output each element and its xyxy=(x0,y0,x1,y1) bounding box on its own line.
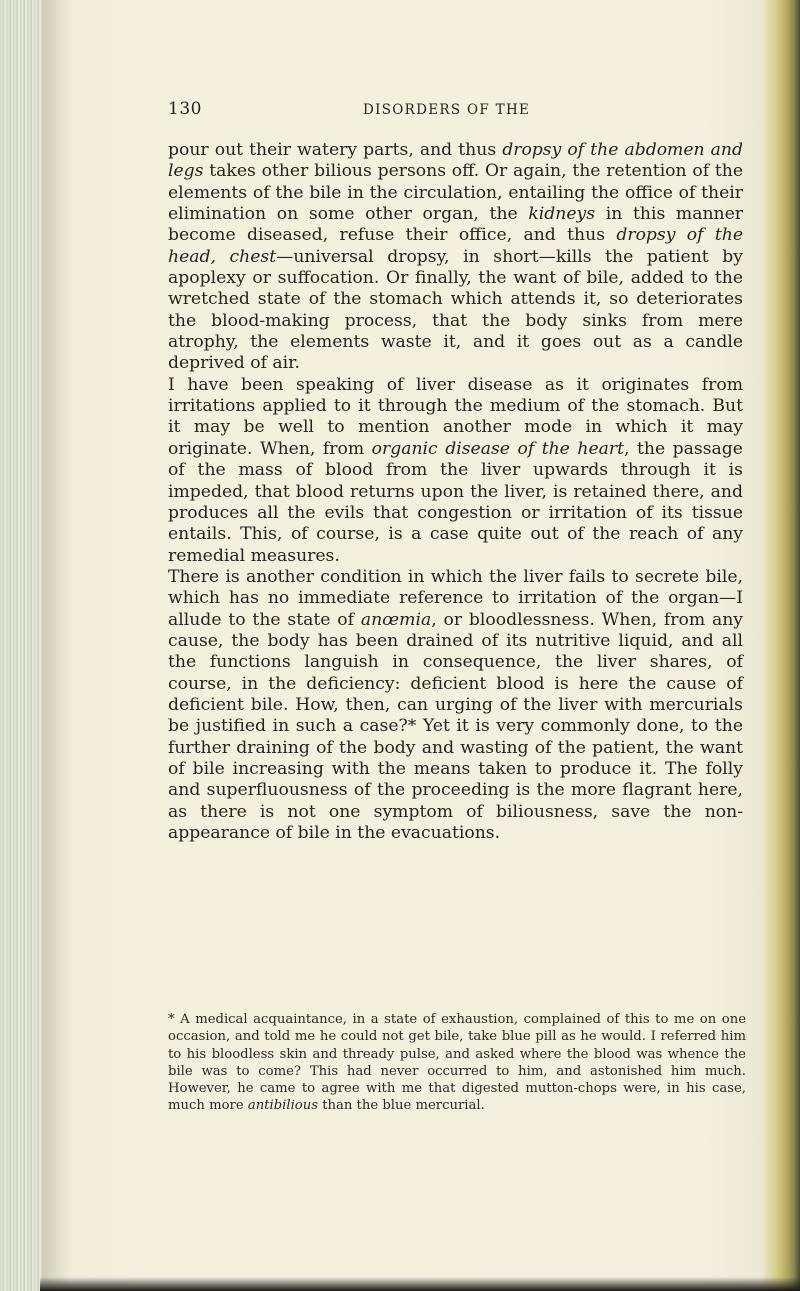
text-run: , the passage of the mass of blood from the liver upwards through it is impeded, that blood returns upon the liver, is retained there, and produces all the evils that congestion or irritation of its tissue entails. This, of course, is a case quite out of the reach of any remedial measures. xyxy=(168,438,743,566)
gutter-shadow xyxy=(42,0,72,1291)
text-run: * A medical acquaintance, in a state of exhaustion, complained of this to me on one occasion, and told me he could not get bile, take blue pill as he would. I referred him to his bloodless skin and thready pulse, and asked where the blood was whence the bile was to come? This had never occurred to him, and astonished him much. However, he came to agree with me that digested mutton-chops were, in his case, much more xyxy=(168,1012,746,1114)
text-run: I have been speaking of liver disease as it originates from irritations applied to it through the medium of the stomach. But it may be well to mention another mode in which it may originate. When, from xyxy=(168,374,743,459)
italic-text: dropsy of the abdomen and legs xyxy=(168,140,743,182)
text-run: than the blue mercurial. xyxy=(318,1098,485,1114)
paragraph xyxy=(168,375,743,567)
page-number: 130 xyxy=(168,99,202,119)
text-run: —universal dropsy, in short—kills the patient by apoplexy or suffocation. Or finally, the want of bile, added to the wretched state of the stomach which attends it, so deteriorates the blood-making process, that the body sinks from mere atrophy, the elements waste it, and it goes out as a candle deprived of air. xyxy=(168,246,744,374)
text-run: pour out their watery parts, and thus xyxy=(168,140,503,160)
footnote xyxy=(168,1011,746,1115)
italic-text: dropsy of the head, chest xyxy=(168,225,743,267)
text-run: , or bloodlessness. When, from any cause, the body has been drained of its nutritive liquid, and all the functions languish in consequence, the liver shares, of course, in the deficiency: deficient blood is here the cause of deficient bile. How, then, can urging of the liver with mercurials be justified in such a case?* Yet it is very commonly done, to the further draining of the body and wasting of the patient, the want of bile increasing with the means taken to produce it. The folly and superfluousness of the proceeding is the more flagrant here, as there is not one symptom of biliousness, save the non-appearance of bile in the evacuations. xyxy=(168,609,743,843)
page-header xyxy=(168,99,748,125)
italic-text: organic disease of the heart xyxy=(371,438,624,459)
page-bottom-edge xyxy=(40,1277,800,1291)
paragraph xyxy=(168,567,743,844)
italic-text: anœmia xyxy=(360,609,432,630)
footnote-text xyxy=(168,1011,746,1115)
body-text xyxy=(168,140,743,844)
italic-text: kidneys xyxy=(528,204,596,225)
italic-text: antibilious xyxy=(247,1098,318,1114)
text-run: in this manner become diseased, refuse their office, and thus xyxy=(168,204,743,246)
running-head: DISORDERS OF THE xyxy=(363,102,531,118)
paragraph xyxy=(168,140,743,375)
text-run: takes other bilious persons off. Or again, the retention of the elements of the bile in the circulation, entailing the office of their elimination on some other organ, the xyxy=(168,161,743,225)
page-gutter xyxy=(0,0,42,1291)
page-right-edge xyxy=(762,0,800,1291)
text-run: There is another condition in which the liver fails to secrete bile, which has no immediate reference to irritation of the organ—I allude to the state of xyxy=(168,566,743,630)
